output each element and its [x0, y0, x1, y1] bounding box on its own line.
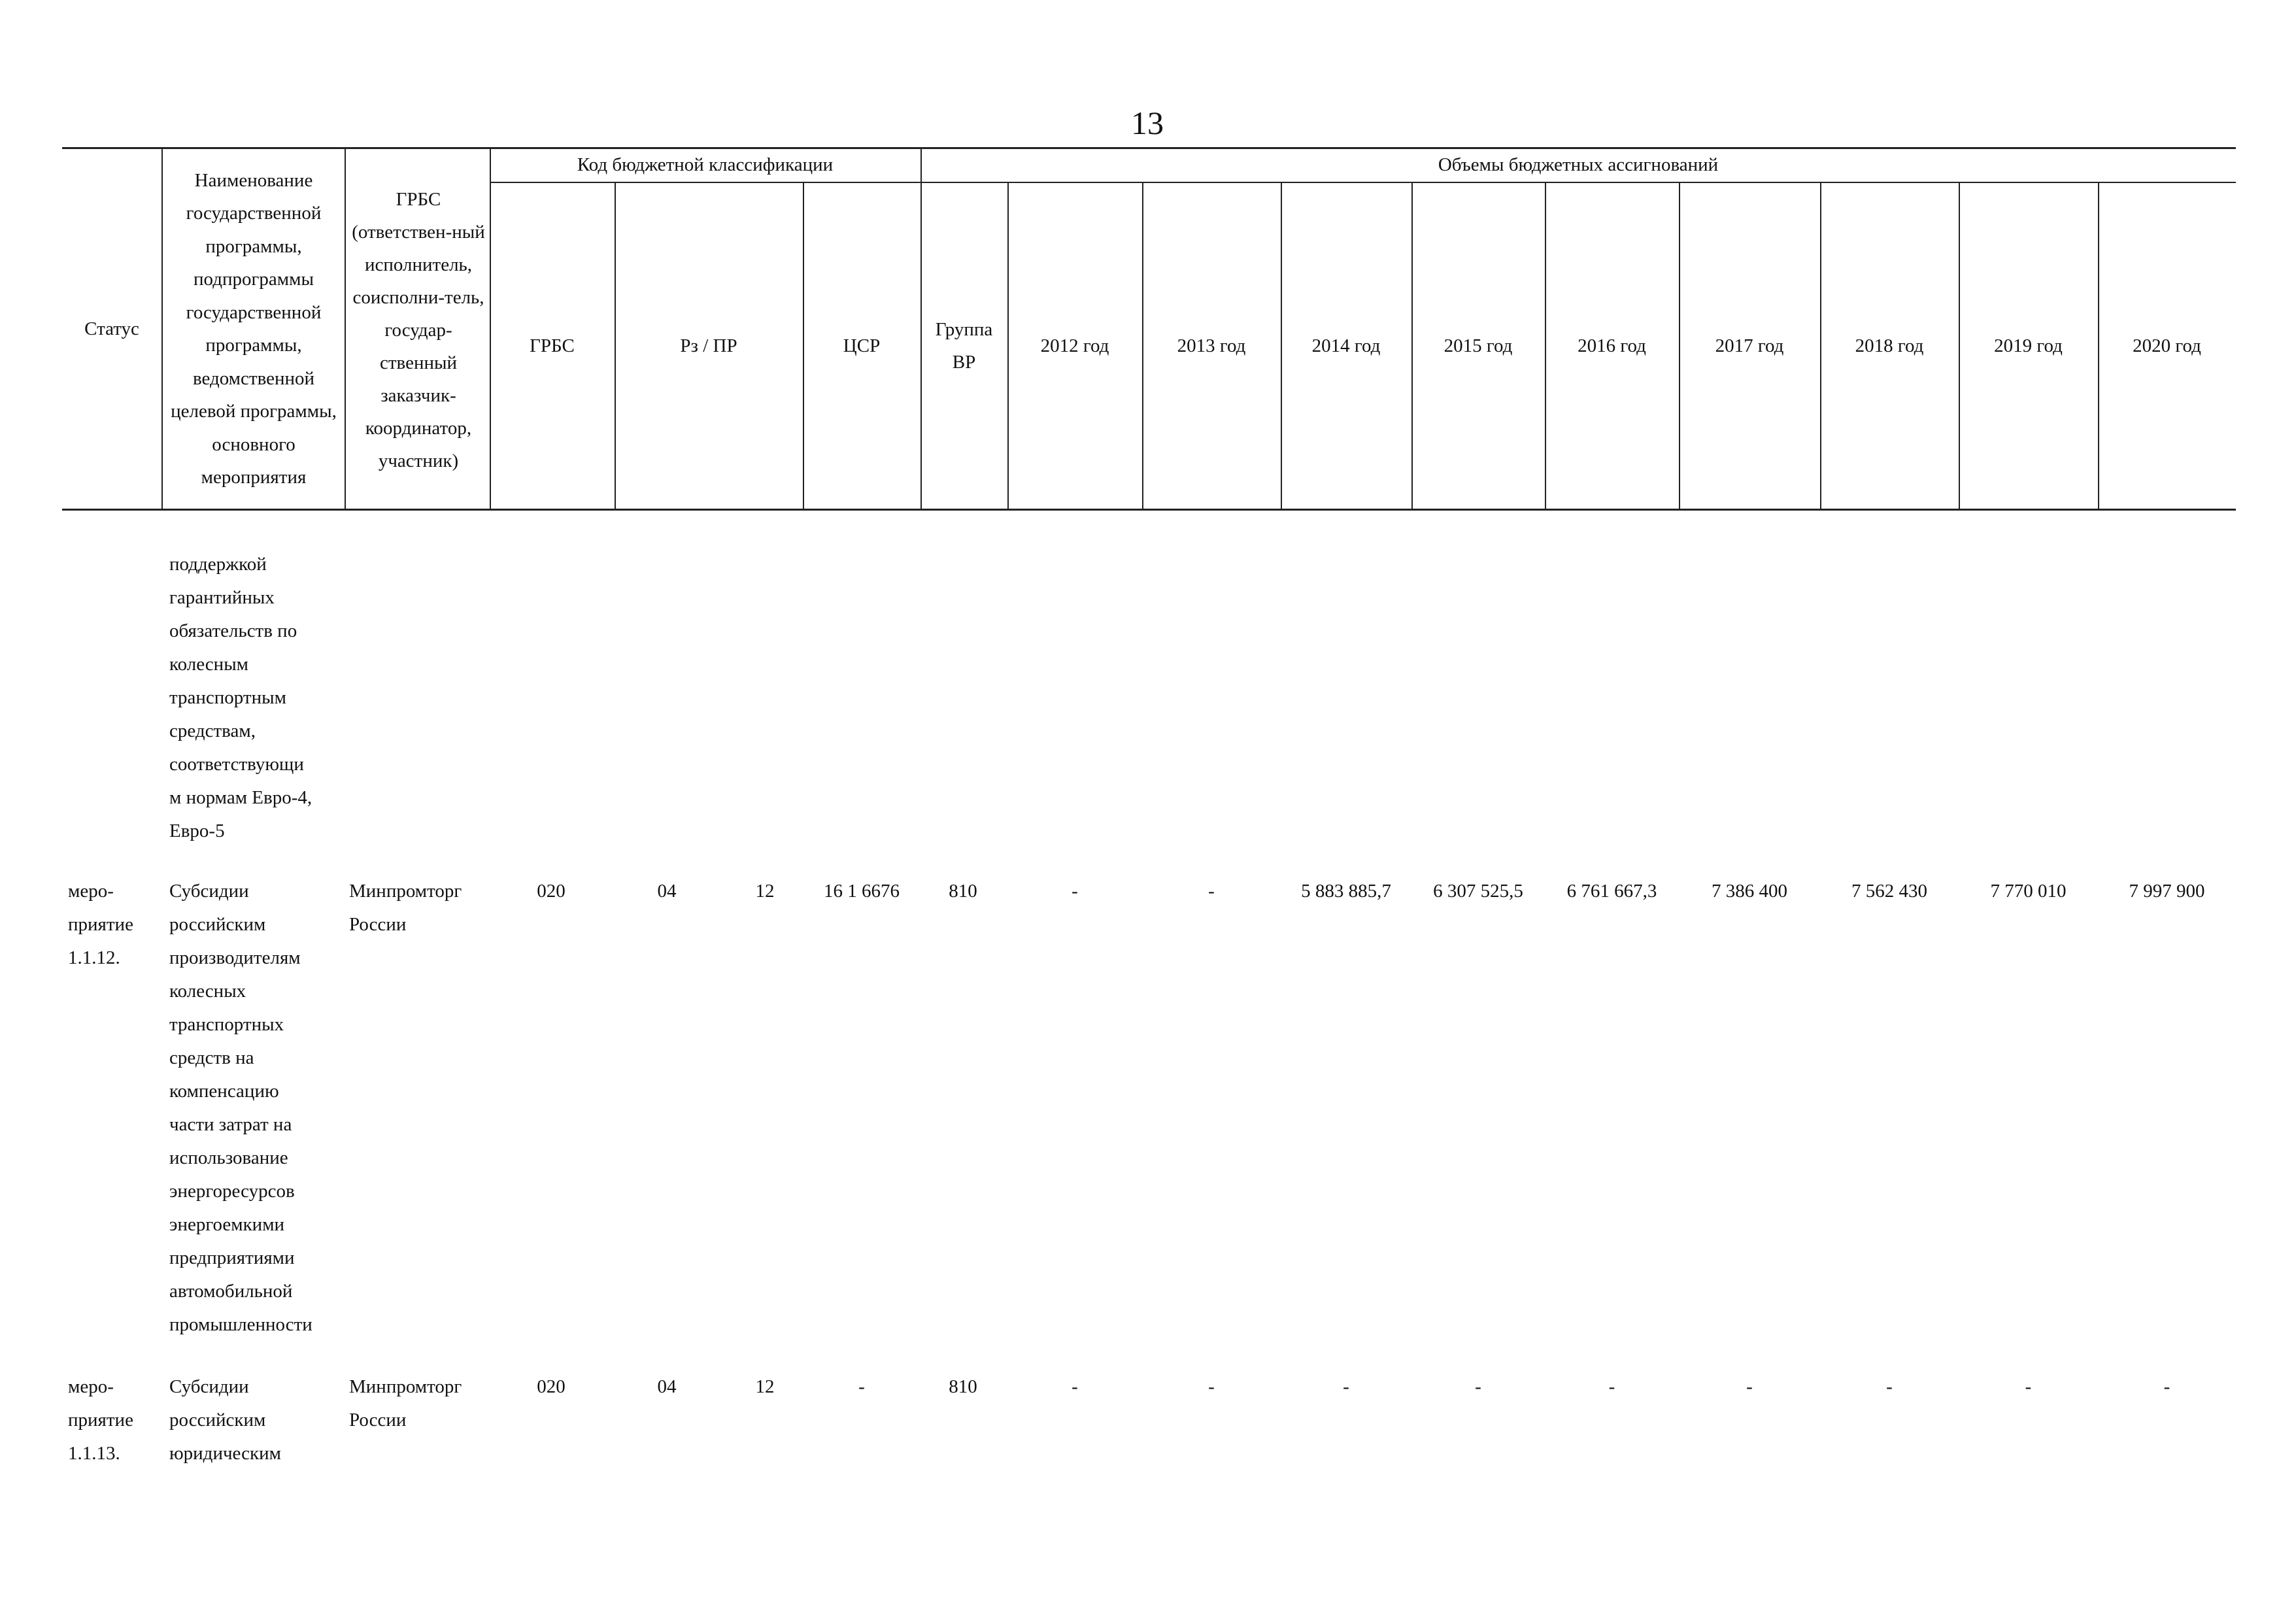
header-year: 2017 год [1715, 335, 1784, 356]
header-year: 2018 год [1855, 335, 1924, 356]
row-rz: 04 [657, 881, 677, 902]
header-year: 2020 год [2133, 335, 2201, 356]
page-number: 13 [1131, 105, 1164, 141]
row-value-2014: 5 883 885,7 [1301, 881, 1391, 902]
row-pr: 12 [755, 881, 775, 902]
row-status: меро- приятие 1.1.12. [68, 881, 133, 968]
header-group-vr: Группа ВР [935, 319, 993, 373]
col-divider [161, 147, 163, 511]
row-value-2013: - [1208, 1376, 1215, 1397]
col-divider [345, 147, 346, 511]
row-value-2016: 6 761 667,3 [1566, 881, 1657, 902]
table-header [62, 147, 2236, 511]
row-grbs: 020 [537, 881, 566, 902]
header-budget-code: Код бюджетной классификации [577, 154, 834, 175]
header-bottom-rule [62, 509, 2236, 511]
header-status: Статус [84, 318, 139, 339]
row-value-2019: 7 770 010 [1990, 881, 2067, 902]
header-csr: ЦСР [843, 335, 881, 356]
row-rz: 04 [657, 1376, 677, 1397]
row-vr: 810 [949, 1376, 977, 1397]
header-year: 2015 год [1443, 335, 1513, 356]
row-value-2015: 6 307 525,5 [1433, 881, 1523, 902]
row-value-2017: - [1746, 1376, 1753, 1397]
header-name: Наименование государственной программы, подпрограммы государственной программы, ведомственной целевой программы, основного мероприятия [171, 169, 337, 488]
row-value-2012: - [1072, 1376, 1078, 1397]
row-value-2017: 7 386 400 [1712, 881, 1787, 902]
header-rz-pr: Рз / ПР [680, 335, 737, 356]
header-grbs-full: ГРБС (ответствен-ный исполнитель, соисполни-тель, государ-ственный заказчик-координатор, участник) [352, 189, 485, 471]
continuation-text: поддержкой гарантийных обязательств по колесным транспортным средствам, соответствующи м нормам Евро-4, Евро-5 [169, 554, 312, 841]
row-value-2020: 7 997 900 [2129, 881, 2205, 902]
row-value-2018: 7 562 430 [1851, 881, 1927, 902]
row-pr: 12 [755, 1376, 775, 1397]
header-year: 2013 год [1177, 335, 1246, 356]
row-value-2012: - [1072, 881, 1078, 902]
row-csr: - [858, 1376, 865, 1397]
row-grbs-name: Минпромторг России [349, 1376, 462, 1430]
row-name: Субсидии российским юридическим [169, 1376, 281, 1464]
header-year: 2019 год [1994, 335, 2063, 356]
row-status: меро- приятие 1.1.13. [68, 1376, 133, 1464]
row-value-2014: - [1343, 1376, 1349, 1397]
row-csr: 16 1 6676 [824, 881, 900, 902]
row-value-2020: - [2163, 1376, 2170, 1397]
row-value-2015: - [1475, 1376, 1481, 1397]
row-value-2019: - [2025, 1376, 2032, 1397]
header-volumes: Объемы бюджетных ассигнований [1438, 154, 1719, 175]
header-grbs: ГРБС [530, 335, 575, 356]
row-value-2018: - [1886, 1376, 1893, 1397]
row-name: Субсидии российским производителям колесных транспортных средств на компенсацию части затрат на использование энергоресурсов энергоемкими предприятиями автомобильной промышленности [169, 881, 312, 1335]
header-year: 2014 год [1311, 335, 1381, 356]
header-year: 2016 год [1578, 335, 1646, 356]
row-grbs: 020 [537, 1376, 566, 1397]
row-value-2016: - [1608, 1376, 1615, 1397]
row-grbs-name: Минпромторг России [349, 881, 462, 935]
row-value-2013: - [1208, 881, 1215, 902]
header-year: 2012 год [1040, 335, 1109, 356]
row-vr: 810 [949, 881, 977, 902]
